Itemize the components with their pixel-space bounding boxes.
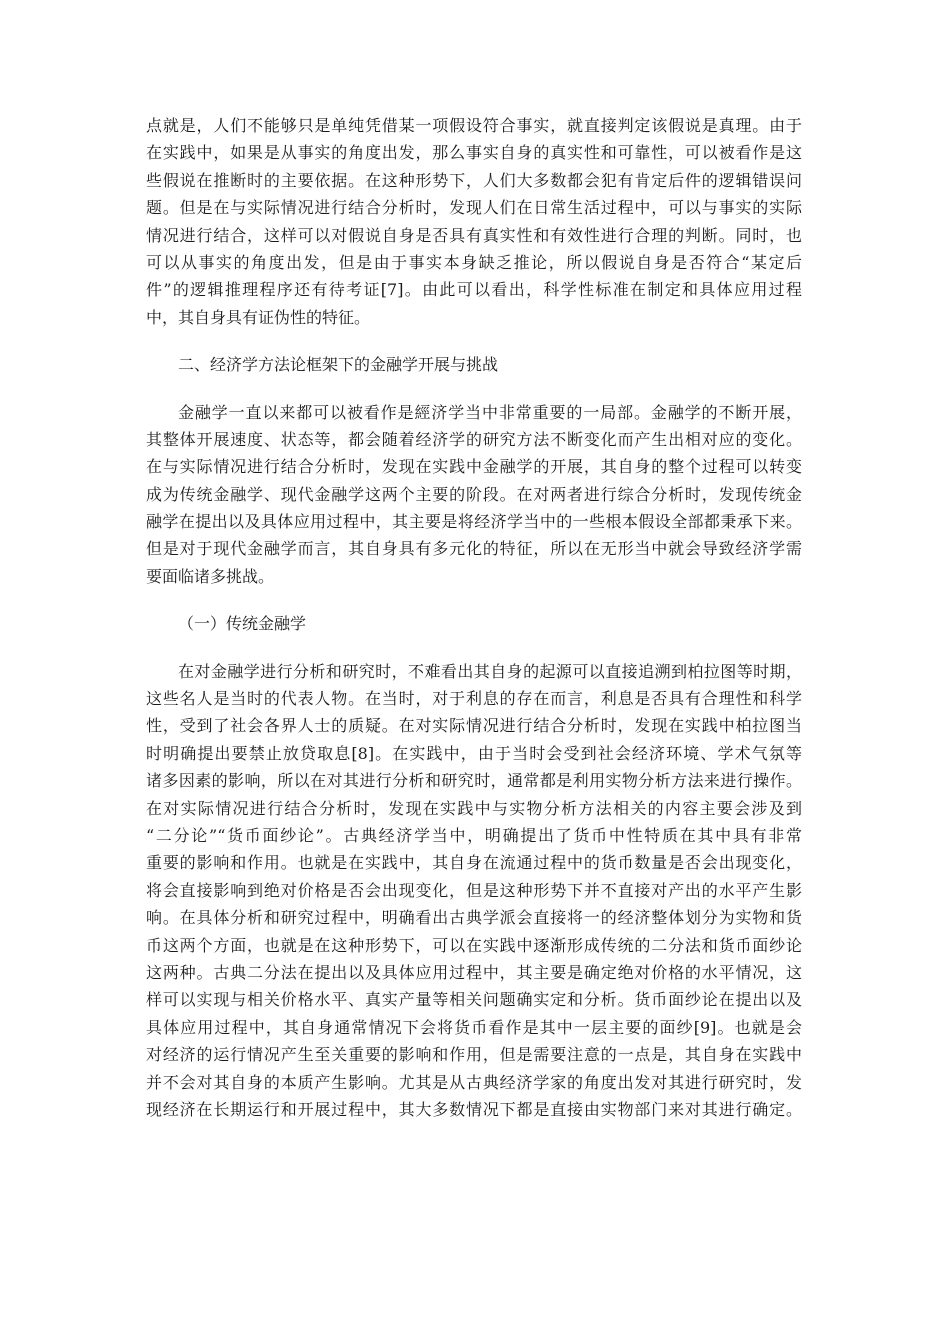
text-line: 但是对于现代金融学而言，其自身具有多元化的特征，所以在无形当中就会导致经济学需 (146, 539, 802, 559)
paragraph-gap (146, 379, 802, 399)
text-line: 点就是，人们不能够只是单纯凭借某一项假设符合事实，就直接判定该假说是真理。由于 (146, 116, 802, 135)
text-line: 具体应用过程中，其自身通常情况下会将货币看作是其中一层主要的面纱[9]。也就是会 (146, 1017, 802, 1037)
paragraph-gap (146, 638, 802, 658)
paragraph-3 (146, 658, 802, 1124)
text-line: 币这两个方面，也就是在这种形势下，可以在实践中逐渐形成传统的二分法和货币面纱论 (146, 935, 802, 955)
text-line: 其整体开展速度、状态等，都会随着经济学的研究方法不断变化而产生出相对应的变化。 (146, 429, 802, 449)
text-line: 些假说在推断时的主要依据。在这种形势下，人们大多数都会犯有肯定后件的逻辑错误问 (146, 170, 802, 190)
text-line: 响。在具体分析和研究过程中，明确看出古典学派会直接将一的经济整体划分为实物和货 (146, 908, 802, 928)
text-line: 题。但是在与实际情况进行结合分析时，发现人们在日常生活过程中，可以与事实的实际 (146, 198, 802, 218)
text-line: 诸多因素的影响，所以在对其进行分析和研究时，通常都是利用实物分析方法来进行操作。 (146, 771, 802, 791)
text-line: 并不会对其自身的本质产生影响。尤其是从古典经济学家的角度出发对其进行研究时，发 (146, 1072, 802, 1092)
text-line: 将会直接影响到绝对价格是否会出现变化，但是这种形势下并不直接对产出的水平产生影 (146, 880, 802, 900)
text-line: 性，受到了社会各界人士的质疑。在对实际情况进行结合分析时，发现在实践中柏拉图当 (146, 716, 802, 736)
text-line: “二分论”“货币面纱论”。古典经济学当中，明确提出了货币中性特质在其中具有非常 (146, 825, 802, 845)
text-line: 件”的逻辑推理程序还有待考证[7]。由此可以看出，科学性标准在制定和具体应用过程 (146, 280, 802, 300)
text-line: 在实践中，如果是从事实的角度出发，那么事实自身的真实性和可靠性，可以被看作是这 (146, 143, 802, 163)
text-line: 金融学一直以来都可以被看作是經济学当中非常重要的一局部。金融学的不断开展， (178, 402, 802, 422)
text-line: 在对金融学进行分析和研究时，不难看出其自身的起源可以直接追溯到柏拉图等时期， (178, 661, 802, 681)
document-page (146, 112, 802, 1123)
paragraph-gap (146, 331, 802, 351)
text-line: 时明确提出要禁止放贷取息[8]。在实践中，由于当时会受到社会经济环境、学术气氛等 (146, 743, 802, 763)
section-heading: 二、经济学方法论框架下的金融学开展与挑战 (178, 355, 499, 375)
text-line: 在对实际情况进行结合分析时，发现在实践中与实物分析方法相关的内容主要会涉及到 (146, 798, 802, 818)
text-line: 对经济的运行情况产生至关重要的影响和作用，但是需要注意的一点是，其自身在实践中 (146, 1045, 802, 1065)
text-line: 样可以实现与相关价格水平、真实产量等相关问题确实定和分析。货币面纱论在提出以及 (146, 990, 802, 1010)
text-line: 这些名人是当时的代表人物。在当时，对于利息的存在而言，利息是否具有合理性和科学 (146, 689, 802, 709)
text-line: 现经济在长期运行和开展过程中，其大多数情况下都是直接由实物部门来对其进行确定。 (146, 1099, 802, 1119)
text-line: 要面临诸多挑战。 (146, 566, 275, 586)
text-line: 重要的影响和作用。也就是在实践中，其自身在流通过程中的货币数量是否会出现变化， (146, 853, 802, 873)
text-line: 成为传统金融学、现代金融学这两个主要的阶段。在对两者进行综合分析时，发现传统金 (146, 484, 802, 504)
paragraph-gap (146, 590, 802, 610)
text-line: 融学在提出以及具体应用过程中，其主要是将经济学当中的一些根本假设全部都秉承下来。 (146, 512, 802, 532)
text-line: 这两种。古典二分法在提出以及具体应用过程中，其主要是确定绝对价格的水平情况，这 (146, 962, 802, 982)
paragraph-1 (146, 112, 802, 331)
text-line: 中，其自身具有证伪性的特征。 (146, 307, 371, 327)
text-line: 情况进行结合，这样可以对假说自身是否具有真实性和有效性进行合理的判断。同时，也 (146, 225, 802, 245)
text-line: 在与实际情况进行结合分析时，发现在实践中金融学的开展，其自身的整个过程可以转变 (146, 457, 802, 477)
paragraph-2 (146, 399, 802, 591)
subsection-heading: （一）传统金融学 (178, 614, 307, 634)
text-line: 可以从事实的角度出发，但是由于事实本身缺乏推论，所以假说自身是否符合“某定后 (146, 252, 802, 272)
